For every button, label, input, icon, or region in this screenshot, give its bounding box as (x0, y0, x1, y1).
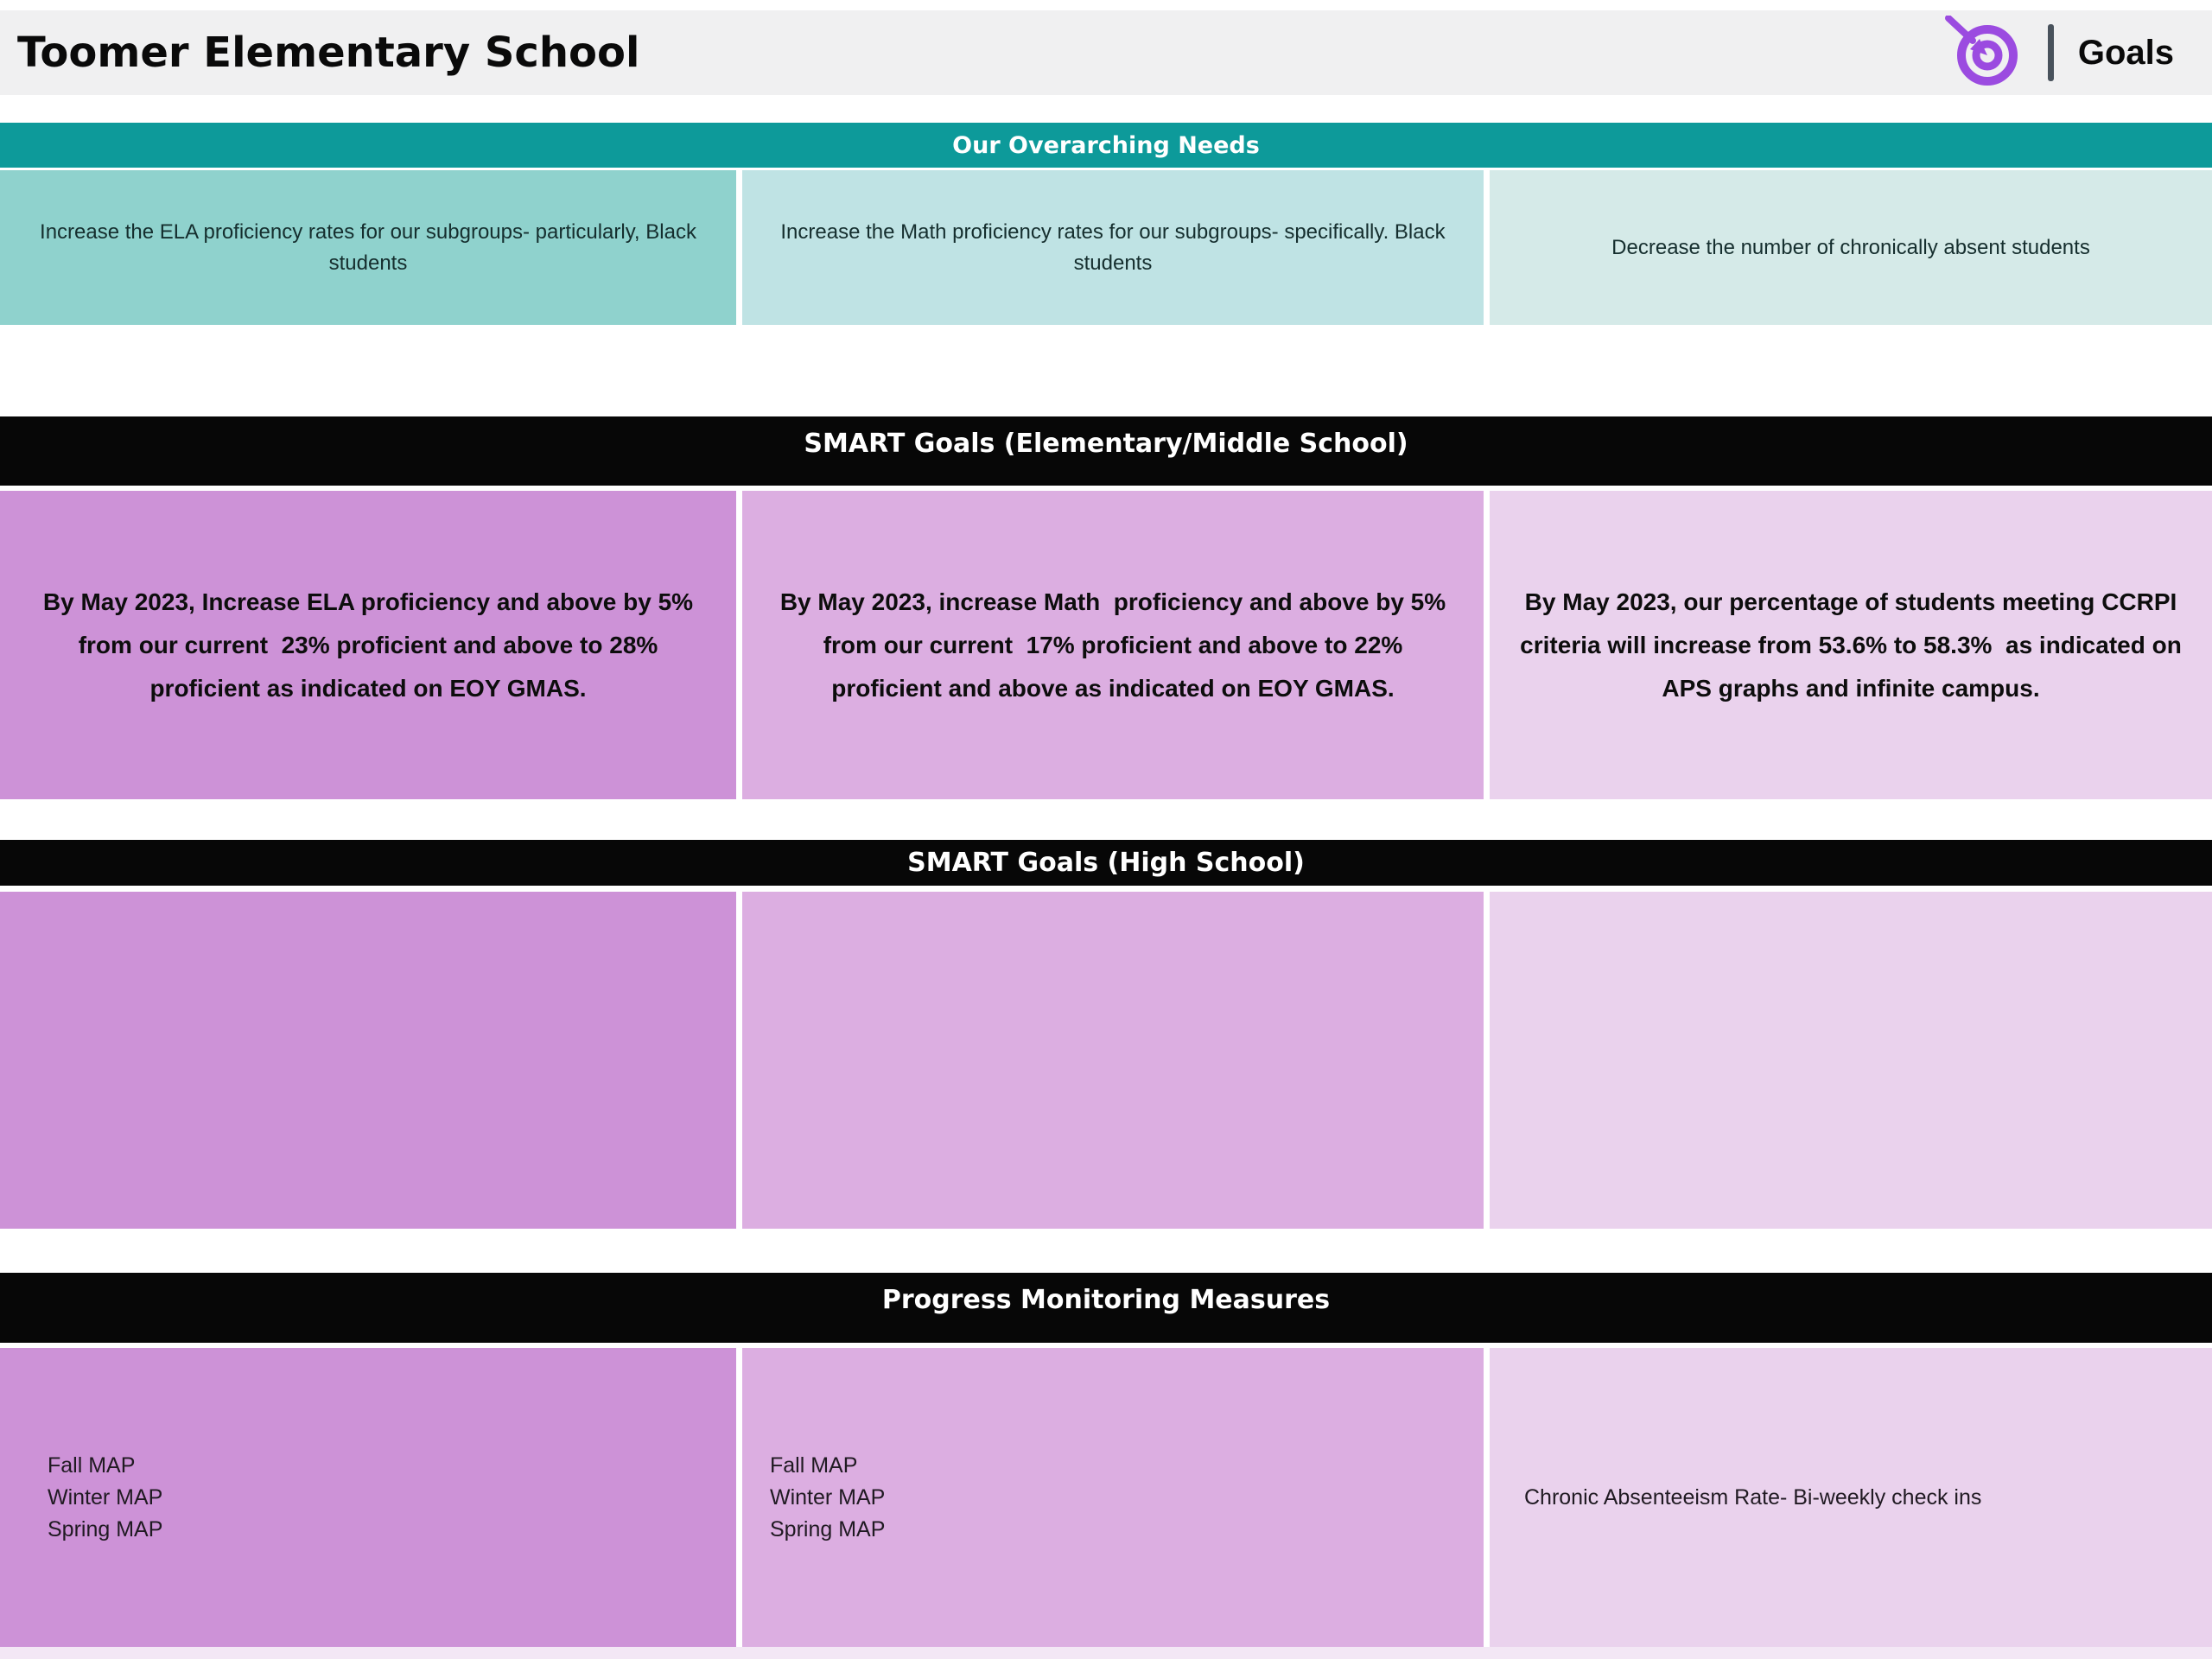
progress-cell-math (742, 1348, 1484, 1647)
goal-cell-ccrpi (1490, 491, 2212, 799)
smart-goals-high-row (0, 892, 2212, 1229)
need-cell-attendance (1490, 170, 2212, 325)
page-header (0, 10, 2212, 95)
progress-cell-attendance (1490, 1348, 2212, 1647)
progress-measure: Fall MAP (770, 1452, 858, 1478)
progress-measure: Spring MAP (48, 1516, 163, 1541)
high-school-goal-cell-1 (0, 892, 736, 1229)
progress-measure: Fall MAP (48, 1452, 136, 1478)
high-school-goal-cell-2 (742, 892, 1484, 1229)
needs-row (0, 170, 2212, 325)
smart-goals-high-header: SMART Goals (High School) (0, 840, 2212, 886)
goal-cell-math (742, 491, 1484, 799)
smart-goals-elementary-header: SMART Goals (Elementary/Middle School) (0, 416, 2212, 486)
header-right-group (1944, 16, 2174, 90)
page-label: Goals (2077, 33, 2174, 72)
progress-measure: Winter MAP (770, 1484, 886, 1510)
target-goal-icon (1944, 16, 2024, 90)
goal-cell-ela (0, 491, 736, 799)
goals-page (0, 10, 2212, 1659)
progress-measure: Winter MAP (48, 1484, 163, 1510)
needs-section-header: Our Overarching Needs (0, 123, 2212, 168)
goal-text: By May 2023, increase Math proficiency and above by 5% from our current 17% proficient and above to 22% proficient and above as indicated on EOY GMAS. (779, 588, 1452, 702)
need-cell-math (742, 170, 1484, 325)
need-text: Increase the Math proficiency rates for our subgroups- specifically. Black students (780, 219, 1446, 275)
need-text: Increase the ELA proficiency rates for our subgroups- particularly, Black students (40, 219, 696, 275)
goal-text: By May 2023, Increase ELA proficiency and above by 5% from our current 23% proficient and above to 28% proficient as indicated on EOY GMAS. (42, 588, 700, 702)
progress-measure: Spring MAP (770, 1516, 886, 1541)
progress-measure: Chronic Absenteeism Rate- Bi-weekly check ins (1524, 1484, 1982, 1510)
high-school-goal-cell-3 (1490, 892, 2212, 1229)
progress-monitoring-header: Progress Monitoring Measures (0, 1273, 2212, 1343)
need-cell-ela (0, 170, 736, 325)
school-title: Toomer Elementary School (17, 29, 640, 77)
smart-goals-elementary-row (0, 491, 2212, 799)
progress-monitoring-row (0, 1348, 2212, 1659)
goal-text: By May 2023, our percentage of students meeting CCRPI criteria will increase from 53.6% to 58.3% as indicated on APS graphs and infinite campus. (1520, 588, 2188, 702)
header-divider (2048, 24, 2054, 81)
need-text: Decrease the number of chronically absent students (1611, 235, 2090, 259)
progress-cell-ela (0, 1348, 736, 1647)
